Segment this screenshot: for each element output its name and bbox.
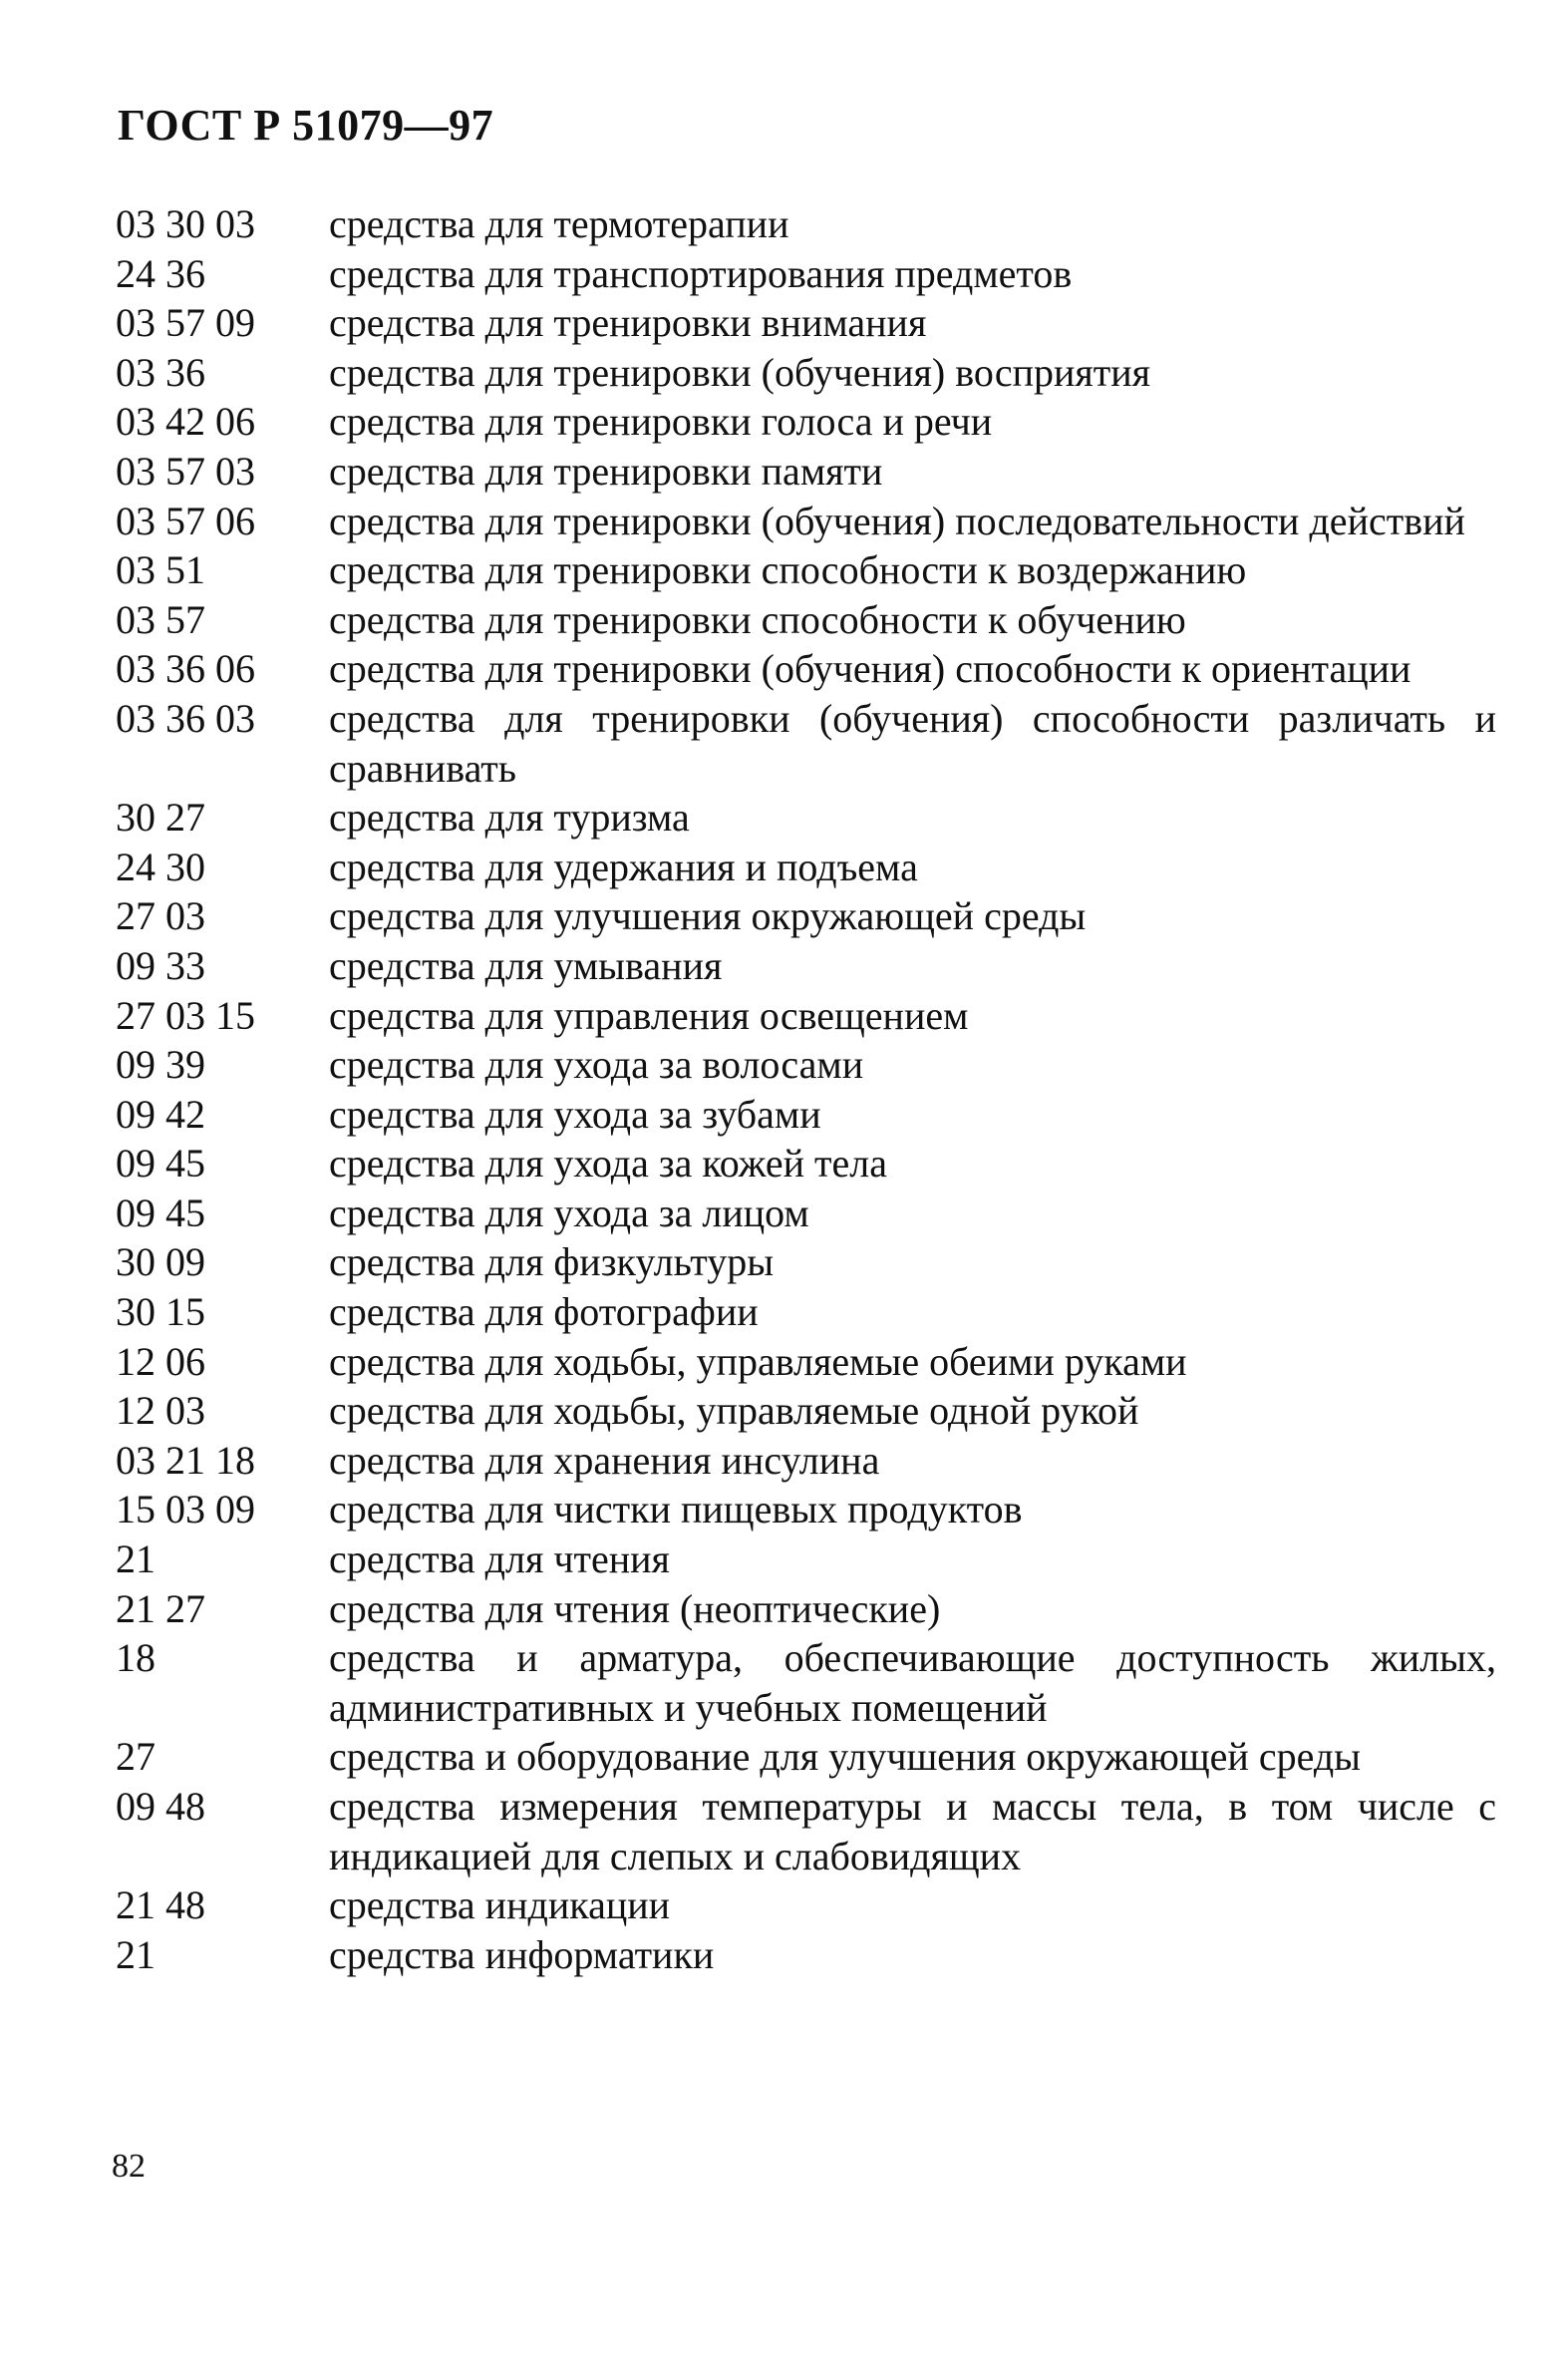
- list-item: [116, 644, 1496, 694]
- list-item: [116, 1782, 1496, 1880]
- list-item: [116, 1337, 1496, 1387]
- list-item: [116, 1732, 1496, 1782]
- entry-code: 15 03 09: [116, 1487, 255, 1532]
- page-title: ГОСТ Р 51079—97: [118, 101, 494, 150]
- entry-text: средства для фотографии: [329, 1289, 759, 1335]
- entry-code: 09 45: [116, 1141, 205, 1187]
- entry-code: 27: [116, 1734, 156, 1780]
- list-item: [116, 1930, 1496, 1980]
- entry-code: 03 57 03: [116, 448, 255, 494]
- list-item: [116, 1436, 1496, 1486]
- entry-code: 03 36 06: [116, 646, 255, 692]
- list-item: [116, 1584, 1496, 1634]
- list-item: [116, 199, 1496, 249]
- entry-text: средства для тренировки (обучения) способности к ориентации: [329, 646, 1411, 692]
- entry-code: 03 21 18: [116, 1437, 255, 1483]
- list-item: [116, 1386, 1496, 1436]
- entry-text: средства для тренировки способности к воздержанию: [329, 547, 1247, 593]
- entry-text: средства индикации: [329, 1882, 671, 1928]
- entry-code: 21 27: [116, 1585, 205, 1631]
- entry-code: 03 57 06: [116, 498, 255, 543]
- entry-text: средства для улучшения окружающей среды: [329, 893, 1087, 939]
- list-item: [116, 1287, 1496, 1337]
- entry-code: 12 06: [116, 1338, 205, 1384]
- entry-code: 09 39: [116, 1042, 205, 1088]
- entry-code: 27 03: [116, 893, 205, 939]
- entry-text: средства для транспортирования предметов: [329, 250, 1073, 296]
- entry-text: средства для термотерапии: [329, 201, 789, 246]
- list-item: [116, 694, 1496, 793]
- list-item: [116, 891, 1496, 941]
- entry-text: средства для чистки пищевых продуктов: [329, 1487, 1023, 1532]
- entry-text: средства для тренировки памяти: [329, 448, 883, 494]
- entry-code: 03 36: [116, 349, 205, 395]
- entry-text: средства для туризма: [329, 795, 690, 841]
- entry-code: 30 09: [116, 1239, 205, 1285]
- entry-text: средства для управления освещением: [329, 992, 969, 1038]
- list-item: [116, 447, 1496, 497]
- entry-code: 21: [116, 1536, 156, 1582]
- entry-code: 03 36 03: [116, 695, 255, 741]
- entry-text: средства для тренировки внимания: [329, 300, 927, 346]
- entry-text: средства для ухода за волосами: [329, 1042, 864, 1088]
- list-item: [116, 1189, 1496, 1238]
- page-number: 82: [112, 2148, 146, 2185]
- list-item: [116, 249, 1496, 299]
- list-item: [116, 1880, 1496, 1930]
- entry-text: средства для чтения: [329, 1536, 670, 1582]
- entry-code: 21: [116, 1931, 156, 1977]
- entry-code: 24 30: [116, 844, 205, 889]
- entry-code: 18: [116, 1635, 156, 1681]
- entry-code: 09 45: [116, 1190, 205, 1235]
- entry-text: средства и оборудование для улучшения окружающей среды: [329, 1734, 1362, 1780]
- list-item: [116, 991, 1496, 1041]
- entry-text: средства и арматура, обеспечивающие доступность жилых, административных и учебных помещений: [329, 1635, 1496, 1730]
- list-item: [116, 1534, 1496, 1584]
- entry-text: средства для тренировки голоса и речи: [329, 399, 993, 445]
- list-item: [116, 348, 1496, 398]
- entry-code: 03 57: [116, 596, 205, 642]
- entry-text: средства информатики: [329, 1931, 715, 1977]
- entry-text: средства для ходьбы, управляемые обеими руками: [329, 1338, 1187, 1384]
- entry-text: средства для тренировки (обучения) способности различать и сравнивать: [329, 695, 1496, 791]
- entry-text: средства для физкультуры: [329, 1239, 775, 1285]
- entry-code: 09 48: [116, 1784, 205, 1829]
- entry-code: 24 36: [116, 250, 205, 296]
- index-list: [116, 199, 1496, 1979]
- list-item: [116, 941, 1496, 991]
- list-item: [116, 843, 1496, 892]
- list-item: [116, 1485, 1496, 1534]
- entry-text: средства для хранения инсулина: [329, 1437, 880, 1483]
- entry-text: средства для тренировки (обучения) последовательности действий: [329, 498, 1465, 543]
- list-item: [116, 298, 1496, 348]
- list-item: [116, 595, 1496, 645]
- list-item: [116, 1633, 1496, 1732]
- list-item: [116, 397, 1496, 447]
- entry-code: 03 51: [116, 547, 205, 593]
- entry-text: средства для тренировки способности к обучению: [329, 596, 1186, 642]
- entry-code: 30 27: [116, 795, 205, 841]
- entry-text: средства для тренировки (обучения) восприятия: [329, 349, 1151, 395]
- list-item: [116, 1139, 1496, 1189]
- list-item: [116, 1040, 1496, 1090]
- list-item: [116, 1237, 1496, 1287]
- list-item: [116, 793, 1496, 843]
- entry-text: средства для умывания: [329, 942, 723, 988]
- entry-text: средства измерения температуры и массы тела, в том числе с индикацией для слепых и слабовидящих: [329, 1784, 1496, 1878]
- entry-text: средства для ухода за лицом: [329, 1190, 809, 1235]
- entry-code: 03 30 03: [116, 201, 255, 246]
- entry-text: средства для чтения (неоптические): [329, 1585, 941, 1631]
- entry-code: 12 03: [116, 1388, 205, 1434]
- entry-code: 09 42: [116, 1091, 205, 1137]
- list-item: [116, 545, 1496, 595]
- entry-text: средства для ухода за кожей тела: [329, 1141, 887, 1187]
- entry-code: 21 48: [116, 1882, 205, 1928]
- list-item: [116, 1090, 1496, 1140]
- entry-text: средства для ходьбы, управляемые одной рукой: [329, 1388, 1139, 1434]
- entry-text: средства для ухода за зубами: [329, 1091, 821, 1137]
- entry-code: 30 15: [116, 1289, 205, 1335]
- entry-code: 03 42 06: [116, 399, 255, 445]
- entry-code: 27 03 15: [116, 992, 255, 1038]
- entry-code: 03 57 09: [116, 300, 255, 346]
- list-item: [116, 497, 1496, 546]
- entry-code: 09 33: [116, 942, 205, 988]
- entry-text: средства для удержания и подъема: [329, 844, 918, 889]
